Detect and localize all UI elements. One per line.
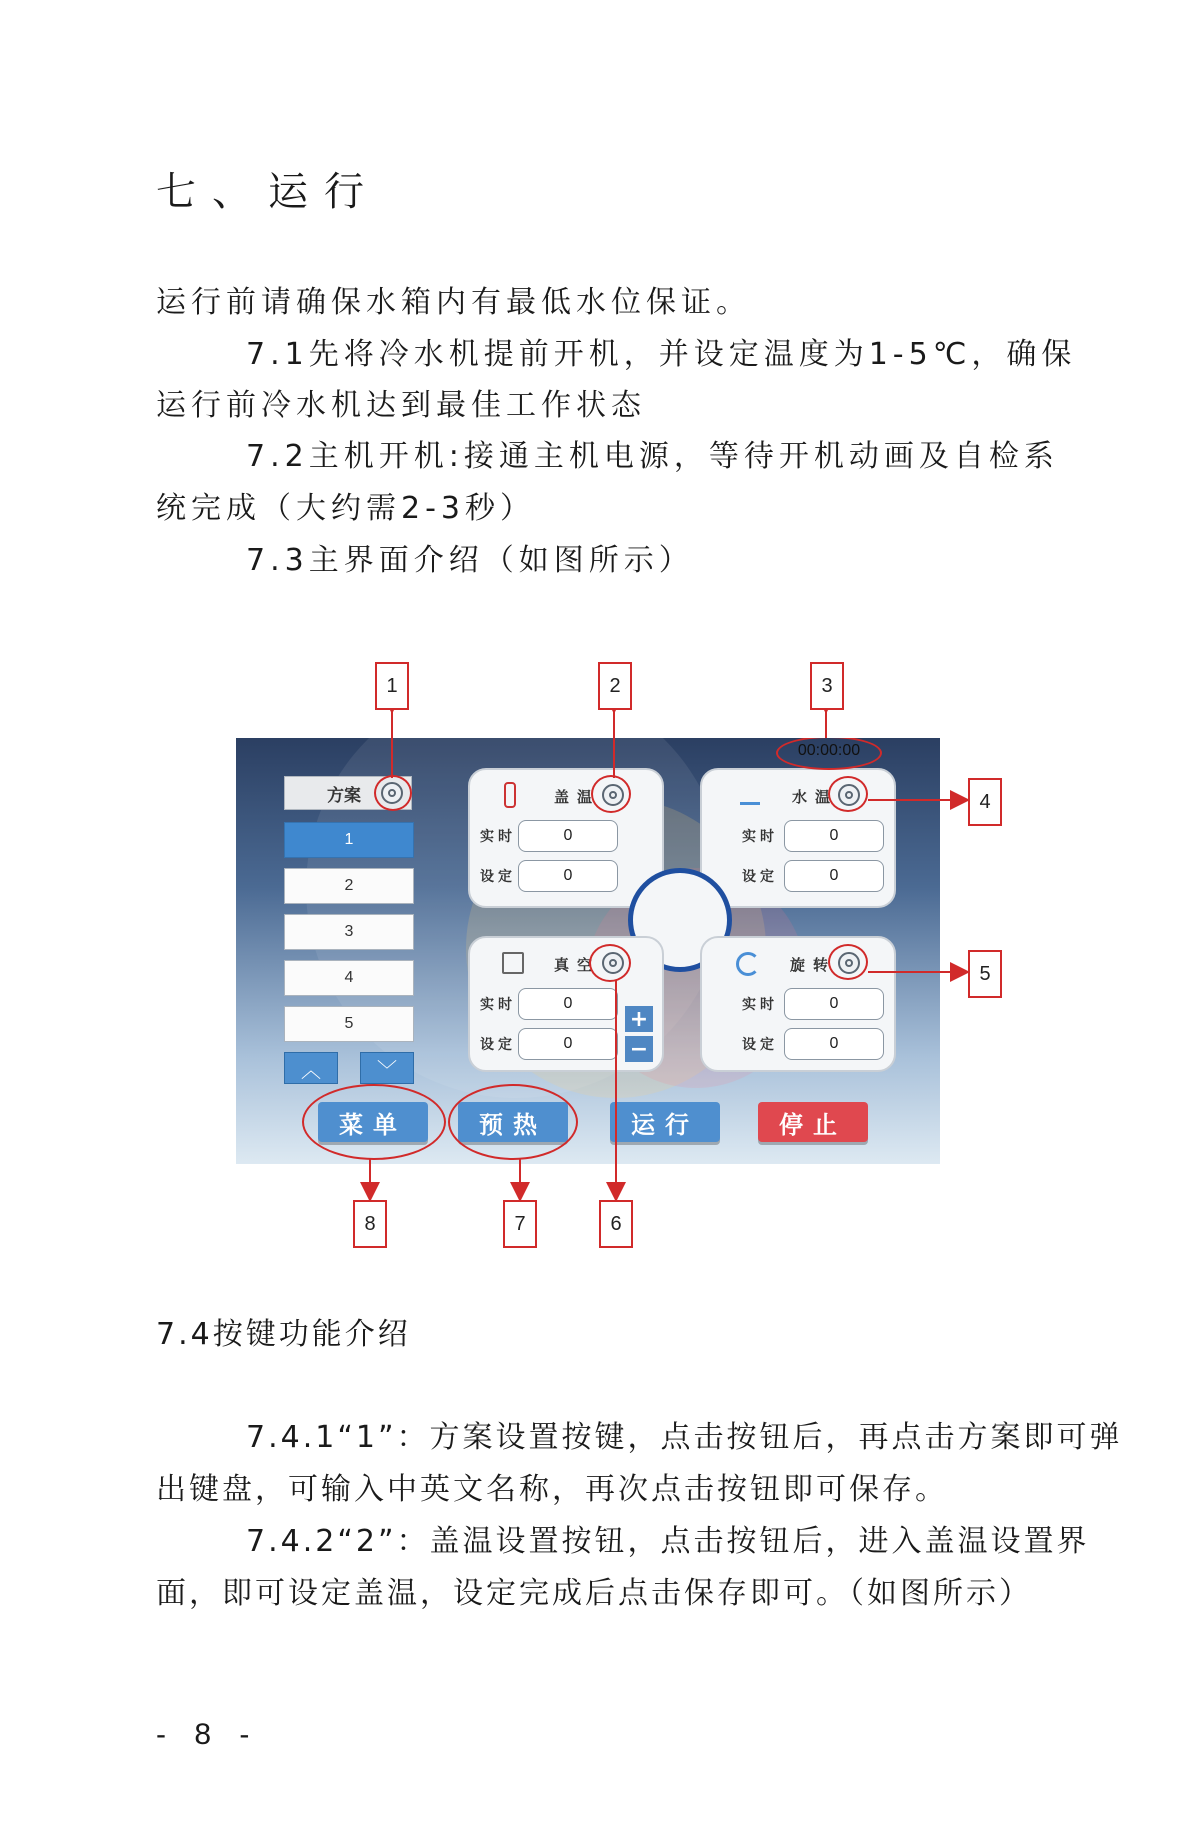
- scheme-item-4[interactable]: 4: [284, 960, 414, 996]
- rotation-title: 旋转: [790, 956, 837, 974]
- scroll-up-button[interactable]: ︿: [284, 1052, 338, 1084]
- menu-button[interactable]: 菜单: [318, 1102, 428, 1142]
- callout-1: 1: [375, 662, 409, 710]
- run-button[interactable]: 运行: [610, 1102, 720, 1142]
- water-temp-realtime-value: 0: [784, 820, 884, 852]
- rotation-realtime-label: 实时: [742, 997, 778, 1013]
- callout-3: 3: [810, 662, 844, 710]
- scheme-item-2[interactable]: 2: [284, 868, 414, 904]
- water-temp-set-label: 设定: [742, 869, 778, 885]
- vacuum-realtime-value: 0: [518, 988, 618, 1020]
- water-temp-realtime-label: 实时: [742, 829, 778, 845]
- rotation-realtime-value: 0: [784, 988, 884, 1020]
- rotation-set-label: 设定: [742, 1037, 778, 1053]
- intro-paragraph: 运行前请确保水箱内有最低水位保证。: [156, 285, 751, 320]
- vacuum-realtime-label: 实时: [480, 997, 516, 1013]
- vacuum-set-label: 设定: [480, 1037, 516, 1053]
- callout-4: 4: [968, 778, 1002, 826]
- lid-temp-realtime-label: 实时: [480, 829, 516, 845]
- callout-7: 7: [503, 1200, 537, 1248]
- water-temp-title: 水温: [792, 788, 839, 806]
- callout-5: 5: [968, 950, 1002, 998]
- scheme-item-5[interactable]: 5: [284, 1006, 414, 1042]
- step-7-4-1-line-2: 出键盘，可输入中英文名称，再次点击按钮即可保存。: [156, 1472, 948, 1507]
- step-7-3: 7.3主界面介绍（如图所示）: [246, 543, 694, 578]
- step-7-1-line-2: 运行前冷水机达到最佳工作状态: [156, 388, 646, 423]
- preheat-button[interactable]: 预热: [458, 1102, 568, 1142]
- lid-temp-set-label: 设定: [480, 869, 516, 885]
- callout-8: 8: [353, 1200, 387, 1248]
- stop-button[interactable]: 停止: [758, 1102, 868, 1142]
- vacuum-plus-button[interactable]: +: [625, 1006, 653, 1032]
- callout-6: 6: [599, 1200, 633, 1248]
- scheme-item-3[interactable]: 3: [284, 914, 414, 950]
- step-7-2-line-1: 7.2主机开机:接通主机电源，等待开机动画及自检系: [246, 439, 1059, 474]
- vacuum-title: 真空: [554, 956, 601, 974]
- rotation-set-value[interactable]: 0: [784, 1028, 884, 1060]
- lid-temp-title: 盖温: [554, 788, 601, 806]
- step-7-4-1-line-1: 7.4.1“1”：方案设置按键，点击按钮后，再点击方案即可弹: [246, 1420, 1123, 1455]
- scroll-down-button[interactable]: ﹀: [360, 1052, 414, 1084]
- step-7-4-2-line-1: 7.4.2“2”：盖温设置按钮，点击按钮后，进入盖温设置界: [246, 1524, 1090, 1559]
- lid-temp-realtime-value: 0: [518, 820, 618, 852]
- vacuum-set-value[interactable]: 0: [518, 1028, 618, 1060]
- vacuum-minus-button[interactable]: −: [625, 1036, 653, 1062]
- callout-2: 2: [598, 662, 632, 710]
- page-number: - 8 -: [156, 1718, 260, 1751]
- lid-temp-set-value[interactable]: 0: [518, 860, 618, 892]
- water-temp-set-value[interactable]: 0: [784, 860, 884, 892]
- timer-display: 00:00:00: [797, 742, 861, 759]
- step-7-1-line-1: 7.1先将冷水机提前开机，并设定温度为1-5℃，确保: [246, 337, 1077, 372]
- step-7-4-2-line-2: 面，即可设定盖温，设定完成后点击保存即可。（如图所示）: [156, 1576, 1032, 1611]
- step-7-2-line-2: 统完成（大约需2-3秒）: [156, 491, 535, 526]
- section-heading: 七、运行: [156, 169, 380, 215]
- scheme-label: 方案: [327, 785, 361, 806]
- scheme-item-1[interactable]: 1: [284, 822, 414, 858]
- section-7-4-heading: 7.4按键功能介绍: [156, 1317, 411, 1352]
